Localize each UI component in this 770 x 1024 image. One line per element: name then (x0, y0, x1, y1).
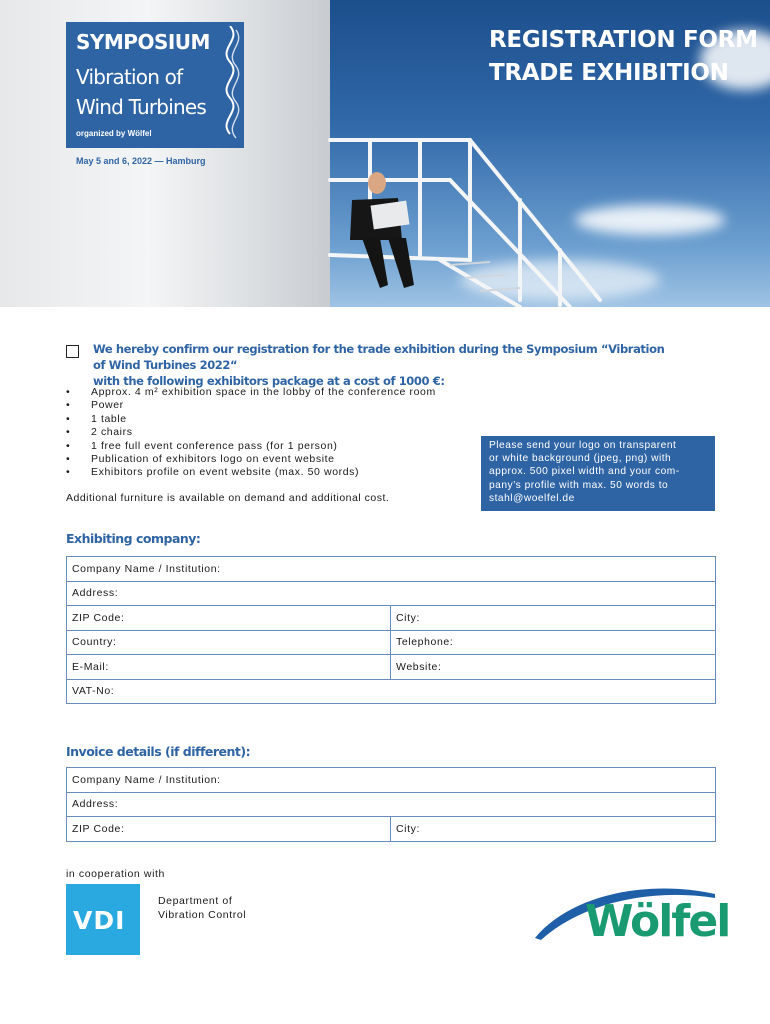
confirmation-text (93, 341, 673, 389)
list-item: • Publication of exhibitors logo on event website (66, 453, 436, 466)
invoice-details-form (66, 767, 716, 842)
email-field[interactable]: E-Mail: (67, 655, 391, 680)
event-date: May 5 and 6, 2022 — Hamburg (76, 156, 206, 166)
list-item: • 1 table (66, 413, 436, 426)
department-line: Department of (158, 895, 233, 907)
department-line: Vibration Control (158, 908, 247, 921)
list-item: • Exhibitors profile on event website (max. 50 words) (66, 466, 436, 479)
woelfel-logo (533, 882, 730, 960)
invoice-company-name-field[interactable]: Company Name / Institution: (67, 768, 716, 793)
symposium-subtitle (76, 62, 206, 122)
list-item: • 1 free full event conference pass (for 1 person) (66, 440, 436, 453)
registration-title (489, 24, 758, 90)
country-field[interactable]: Country: (67, 630, 391, 655)
registration-title-line: REGISTRATION FORM (489, 27, 758, 53)
logo-note-line: pany’s profile with max. 50 words to (489, 479, 669, 491)
vat-number-field[interactable]: VAT-No: (67, 679, 716, 704)
website-field[interactable]: Website: (391, 655, 716, 680)
additional-furniture-note: Additional furniture is available on demand and additional cost. (66, 492, 390, 504)
vdi-logo (66, 884, 140, 955)
city-field[interactable]: City: (391, 606, 716, 631)
invoice-zip-code-field[interactable]: ZIP Code: (67, 817, 391, 842)
invoice-details-heading: Invoice details (if different): (66, 744, 251, 759)
telephone-field[interactable]: Telephone: (391, 630, 716, 655)
vdi-logo-text: VDI (73, 906, 126, 935)
wave-ornament-icon (216, 26, 244, 144)
department-label (158, 895, 246, 922)
address-field[interactable]: Address: (67, 581, 716, 606)
symposium-subtitle-line: Vibration of (76, 65, 183, 89)
confirmation-line: We hereby confirm our registration for the trade exhibition during the Symposium “Vibration of Wind Turbines 2022“ (93, 342, 665, 372)
hero-banner (0, 0, 770, 307)
logo-instructions-box (481, 436, 715, 511)
invoice-city-field[interactable]: City: (391, 817, 716, 842)
registration-title-line: TRADE EXHIBITION (489, 60, 729, 86)
logo-note-line: or white background (jpeg, png) with (489, 453, 672, 465)
confirmation-line: with the following exhibitors package at a cost of 1000 €: (93, 374, 445, 388)
list-item: • Approx. 4 m² exhibition space in the lobby of the conference room (66, 386, 436, 399)
exhibiting-company-heading: Exhibiting company: (66, 531, 201, 546)
woelfel-logo-text: Wölfel (585, 896, 730, 947)
cooperation-label: in cooperation with (66, 868, 165, 880)
list-item: • Power (66, 399, 436, 412)
company-name-field[interactable]: Company Name / Institution: (67, 557, 716, 582)
logo-note-line: stahl@woelfel.de (489, 492, 575, 504)
logo-note-line: Please send your logo on transparent (489, 440, 677, 451)
package-list (66, 386, 436, 480)
symposium-title: SYMPOSIUM (76, 30, 210, 54)
confirm-registration-checkbox[interactable] (66, 345, 79, 358)
logo-note-line: approx. 500 pixel width and your com- (489, 466, 680, 478)
zip-code-field[interactable]: ZIP Code: (67, 606, 391, 631)
invoice-address-field[interactable]: Address: (67, 792, 716, 817)
symposium-subtitle-line: Wind Turbines (76, 95, 206, 119)
exhibiting-company-form (66, 556, 716, 704)
list-item: • 2 chairs (66, 426, 436, 439)
organized-by: organized by Wölfel (76, 129, 152, 138)
symposium-box (66, 22, 244, 148)
